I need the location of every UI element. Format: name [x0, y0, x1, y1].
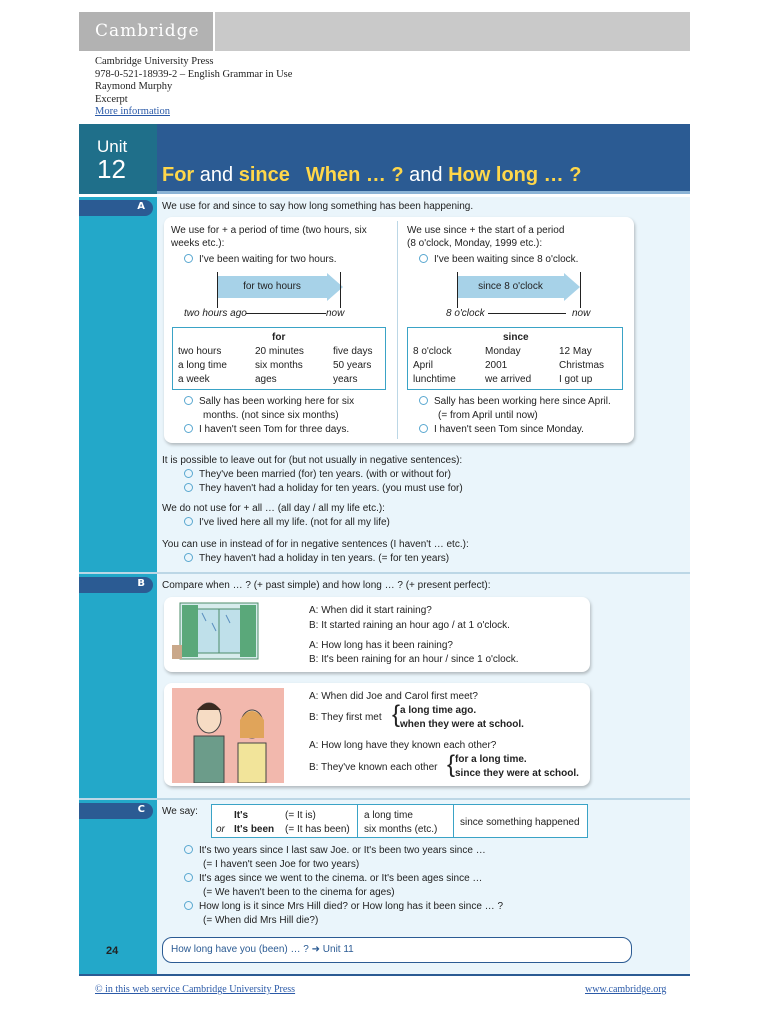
since-cell: 2001	[485, 360, 508, 371]
since-cell: 12 May	[559, 346, 592, 357]
for-now-label: now	[326, 308, 345, 319]
bullet-icon	[419, 254, 428, 263]
b-dialog-2-opt-2: when they were at school.	[400, 719, 524, 730]
since-cell: Monday	[485, 346, 521, 357]
a-para-3-ex-text: They haven't had a holiday in ten years. (= for ten years)	[199, 553, 450, 564]
for-cell: six months	[255, 360, 303, 371]
unit-label: Unit	[97, 137, 128, 156]
section-a-label: A	[79, 200, 153, 216]
couple-illustration	[172, 688, 284, 783]
b-dialog-1-line-4: B: It's been raining for an hour / since 1 o'clock.	[309, 654, 519, 665]
footer-copyright-link[interactable]: © in this web service Cambridge University Press	[95, 984, 296, 995]
b-dialog-1-line-2: B: It started raining an hour ago / at 1 o'clock.	[309, 620, 510, 631]
since-rule-1: We use since + the start of a period	[407, 225, 565, 236]
for-sentence-2	[184, 423, 349, 436]
a-para-3: You can use in instead of for in negative sentences (I haven't … etc.):	[162, 539, 469, 550]
bullet-icon	[184, 517, 193, 526]
c-ex-2-note: (= We haven't been to the cinema for ages)	[203, 887, 395, 898]
for-cell: a week	[178, 374, 210, 385]
a-para-1-ex-1-text: They've been married (for) ten years. (with or without for)	[199, 469, 452, 480]
for-cell: 50 years	[333, 360, 372, 371]
brace-icon: {	[447, 751, 456, 778]
unit-number: 12	[97, 154, 126, 184]
for-end-line	[340, 272, 341, 308]
section-divider-b	[79, 572, 690, 574]
since-cell: I got up	[559, 374, 593, 385]
for-timeline	[246, 313, 326, 314]
bullet-icon	[184, 469, 193, 478]
c-ex-2	[184, 872, 482, 885]
c-ex-1	[184, 844, 486, 857]
for-cell: ages	[255, 374, 277, 385]
title-since: since	[238, 164, 290, 186]
for-table	[172, 327, 386, 390]
section-c-label: C	[79, 803, 153, 819]
long-time-label: a long time	[364, 810, 413, 821]
title-for: For	[162, 164, 195, 186]
bullet-icon	[419, 396, 428, 405]
c-ex-3-text: How long is it since Mrs Hill died? or How long has it been since … ?	[199, 901, 504, 912]
for-example	[184, 253, 337, 266]
b-dialog-1-line-3: A: How long has it been raining?	[309, 640, 453, 651]
since-example	[419, 253, 578, 266]
since-cell: we arrived	[485, 374, 532, 385]
b-dialog-2-opt-1: a long time ago.	[400, 705, 477, 716]
c-ex-3-note: (= When did Mrs Hill die?)	[203, 915, 319, 926]
cambridge-logo: Cambridge	[79, 12, 215, 51]
cross-reference-link[interactable]: How long have you (been) … ? ➜ Unit 11	[162, 937, 632, 963]
bullet-icon	[184, 873, 193, 882]
for-example-text: I've been waiting for two hours.	[199, 254, 337, 265]
section-divider-c	[79, 798, 690, 800]
a-para-2: We do not use for + all … (all day / all my life etc.):	[162, 503, 385, 514]
b-dialog-1-line-1: A: When did it start raining?	[309, 605, 432, 616]
section-b-label: B	[79, 577, 153, 593]
for-sentence-1a	[184, 395, 354, 408]
footer-website-link[interactable]: www.cambridge.org	[585, 984, 667, 995]
since-cell: April	[413, 360, 434, 371]
publisher: Cambridge University Press	[95, 56, 214, 67]
six-months-label: six months (etc.)	[364, 824, 438, 835]
bullet-icon	[184, 254, 193, 263]
bullet-icon	[184, 845, 193, 854]
c-ex-3	[184, 900, 503, 913]
author: Raymond Murphy	[95, 81, 173, 93]
for-rule-2: weeks etc.):	[171, 238, 225, 249]
b-dialog-2-opt-4: since they were at school.	[455, 768, 579, 779]
page-number: 24	[106, 945, 119, 957]
its-been-label: It's been	[234, 824, 275, 835]
its-been-equals: (= It has been)	[285, 824, 350, 835]
header-banner	[79, 12, 690, 51]
we-say-table	[211, 804, 588, 838]
c-ex-1-text: It's two years since I last saw Joe. or It's been two years since …	[199, 845, 486, 856]
more-information-link[interactable]: More information	[95, 106, 170, 118]
a-para-2-ex	[184, 516, 390, 529]
since-sentence-1b: (= from April until now)	[438, 410, 538, 421]
for-sentence-2-text: I haven't seen Tom for three days.	[199, 424, 350, 435]
since-sentence-1a-text: Sally has been working here since April.	[434, 396, 611, 407]
rain-window-illustration	[172, 601, 266, 663]
its-label: It's	[234, 810, 249, 821]
brace-icon: {	[392, 701, 401, 728]
bullet-icon	[184, 901, 193, 910]
since-sentence-1a	[419, 395, 611, 408]
since-cell: Christmas	[559, 360, 605, 371]
title-and-2: and	[403, 164, 449, 186]
bullet-icon	[184, 424, 193, 433]
a-card-divider	[397, 221, 398, 439]
bullet-icon	[184, 483, 193, 492]
a-para-1-ex-2	[184, 482, 463, 495]
c-ex-1-note: (= I haven't seen Joe for two years)	[203, 859, 360, 870]
or-label: or	[216, 824, 225, 835]
a-intro: We use for and since to say how long something has been happening.	[162, 201, 474, 212]
book-meta	[95, 56, 292, 119]
for-cell: five days	[333, 346, 373, 357]
since-something-label: since something happened	[460, 817, 580, 828]
title-and-1: and	[194, 164, 239, 186]
for-cell: years	[333, 374, 358, 385]
b-dialog-2-line-3: A: How long have they known each other?	[309, 740, 497, 751]
excerpt-label: Excerpt	[95, 93, 128, 105]
b-dialog-2-line-4: B: They've known each other	[309, 762, 438, 773]
for-sentence-1a-text: Sally has been working here for six	[199, 396, 355, 407]
since-now-label: now	[572, 308, 591, 319]
since-arrow-bar: since 8 o'clock	[457, 276, 564, 298]
since-cell: 8 o'clock	[413, 346, 452, 357]
since-table	[407, 327, 623, 390]
footer-line	[79, 974, 690, 976]
since-timeline	[488, 313, 566, 314]
a-para-3-ex	[184, 552, 449, 565]
for-ago-label: two hours ago	[184, 308, 247, 319]
title-how-long: How long … ?	[448, 164, 582, 186]
bullet-icon	[184, 553, 193, 562]
b-dialog-2-opt-3: for a long time.	[455, 754, 527, 765]
bullet-icon	[184, 396, 193, 405]
a-para-1-ex-1	[184, 468, 451, 481]
since-start-label: 8 o'clock	[446, 308, 485, 319]
since-rule-2: (8 o'clock, Monday, 1999 etc.):	[407, 238, 543, 249]
a-para-1: It is possible to leave out for (but not usually in negative sentences):	[162, 455, 463, 466]
since-example-text: I've been waiting since 8 o'clock.	[434, 254, 579, 265]
for-cell: 20 minutes	[255, 346, 304, 357]
for-cell: two hours	[178, 346, 222, 357]
for-sentence-1b: months. (not since six months)	[203, 410, 339, 421]
bullet-icon	[419, 424, 428, 433]
b-dialog-2-line-1: A: When did Joe and Carol first meet?	[309, 691, 478, 702]
since-cell: lunchtime	[413, 374, 456, 385]
since-arrow-head	[564, 273, 580, 301]
c-we-say: We say:	[162, 806, 198, 817]
for-cell: a long time	[178, 360, 227, 371]
title-when: When … ?	[305, 164, 404, 186]
since-table-header: since	[503, 332, 529, 343]
b-intro: Compare when … ? (+ past simple) and how long … ? (+ present perfect):	[162, 580, 491, 591]
since-sentence-2	[419, 423, 584, 436]
for-table-header: for	[272, 332, 286, 343]
unit-title	[162, 164, 581, 187]
since-end-line	[580, 272, 581, 308]
a-para-2-ex-text: I've lived here all my life. (not for all my life)	[199, 517, 390, 528]
for-rule-1: We use for + a period of time (two hours, six	[171, 225, 367, 236]
for-arrow-bar: for two hours	[217, 276, 327, 298]
a-para-1-ex-2-text: They haven't had a holiday for ten years. (you must use for)	[199, 483, 463, 494]
its-equals: (= It is)	[285, 810, 316, 821]
for-start-line	[217, 272, 218, 308]
since-sentence-2-text: I haven't seen Tom since Monday.	[434, 424, 584, 435]
b-dialog-2-line-2: B: They first met	[309, 712, 382, 723]
isbn: 978-0-521-18939-2 – English Grammar in Use	[95, 68, 293, 80]
c-ex-2-text: It's ages since we went to the cinema. or It's been ages since …	[199, 873, 483, 884]
since-start-line	[457, 272, 458, 308]
unit-box	[79, 124, 157, 194]
